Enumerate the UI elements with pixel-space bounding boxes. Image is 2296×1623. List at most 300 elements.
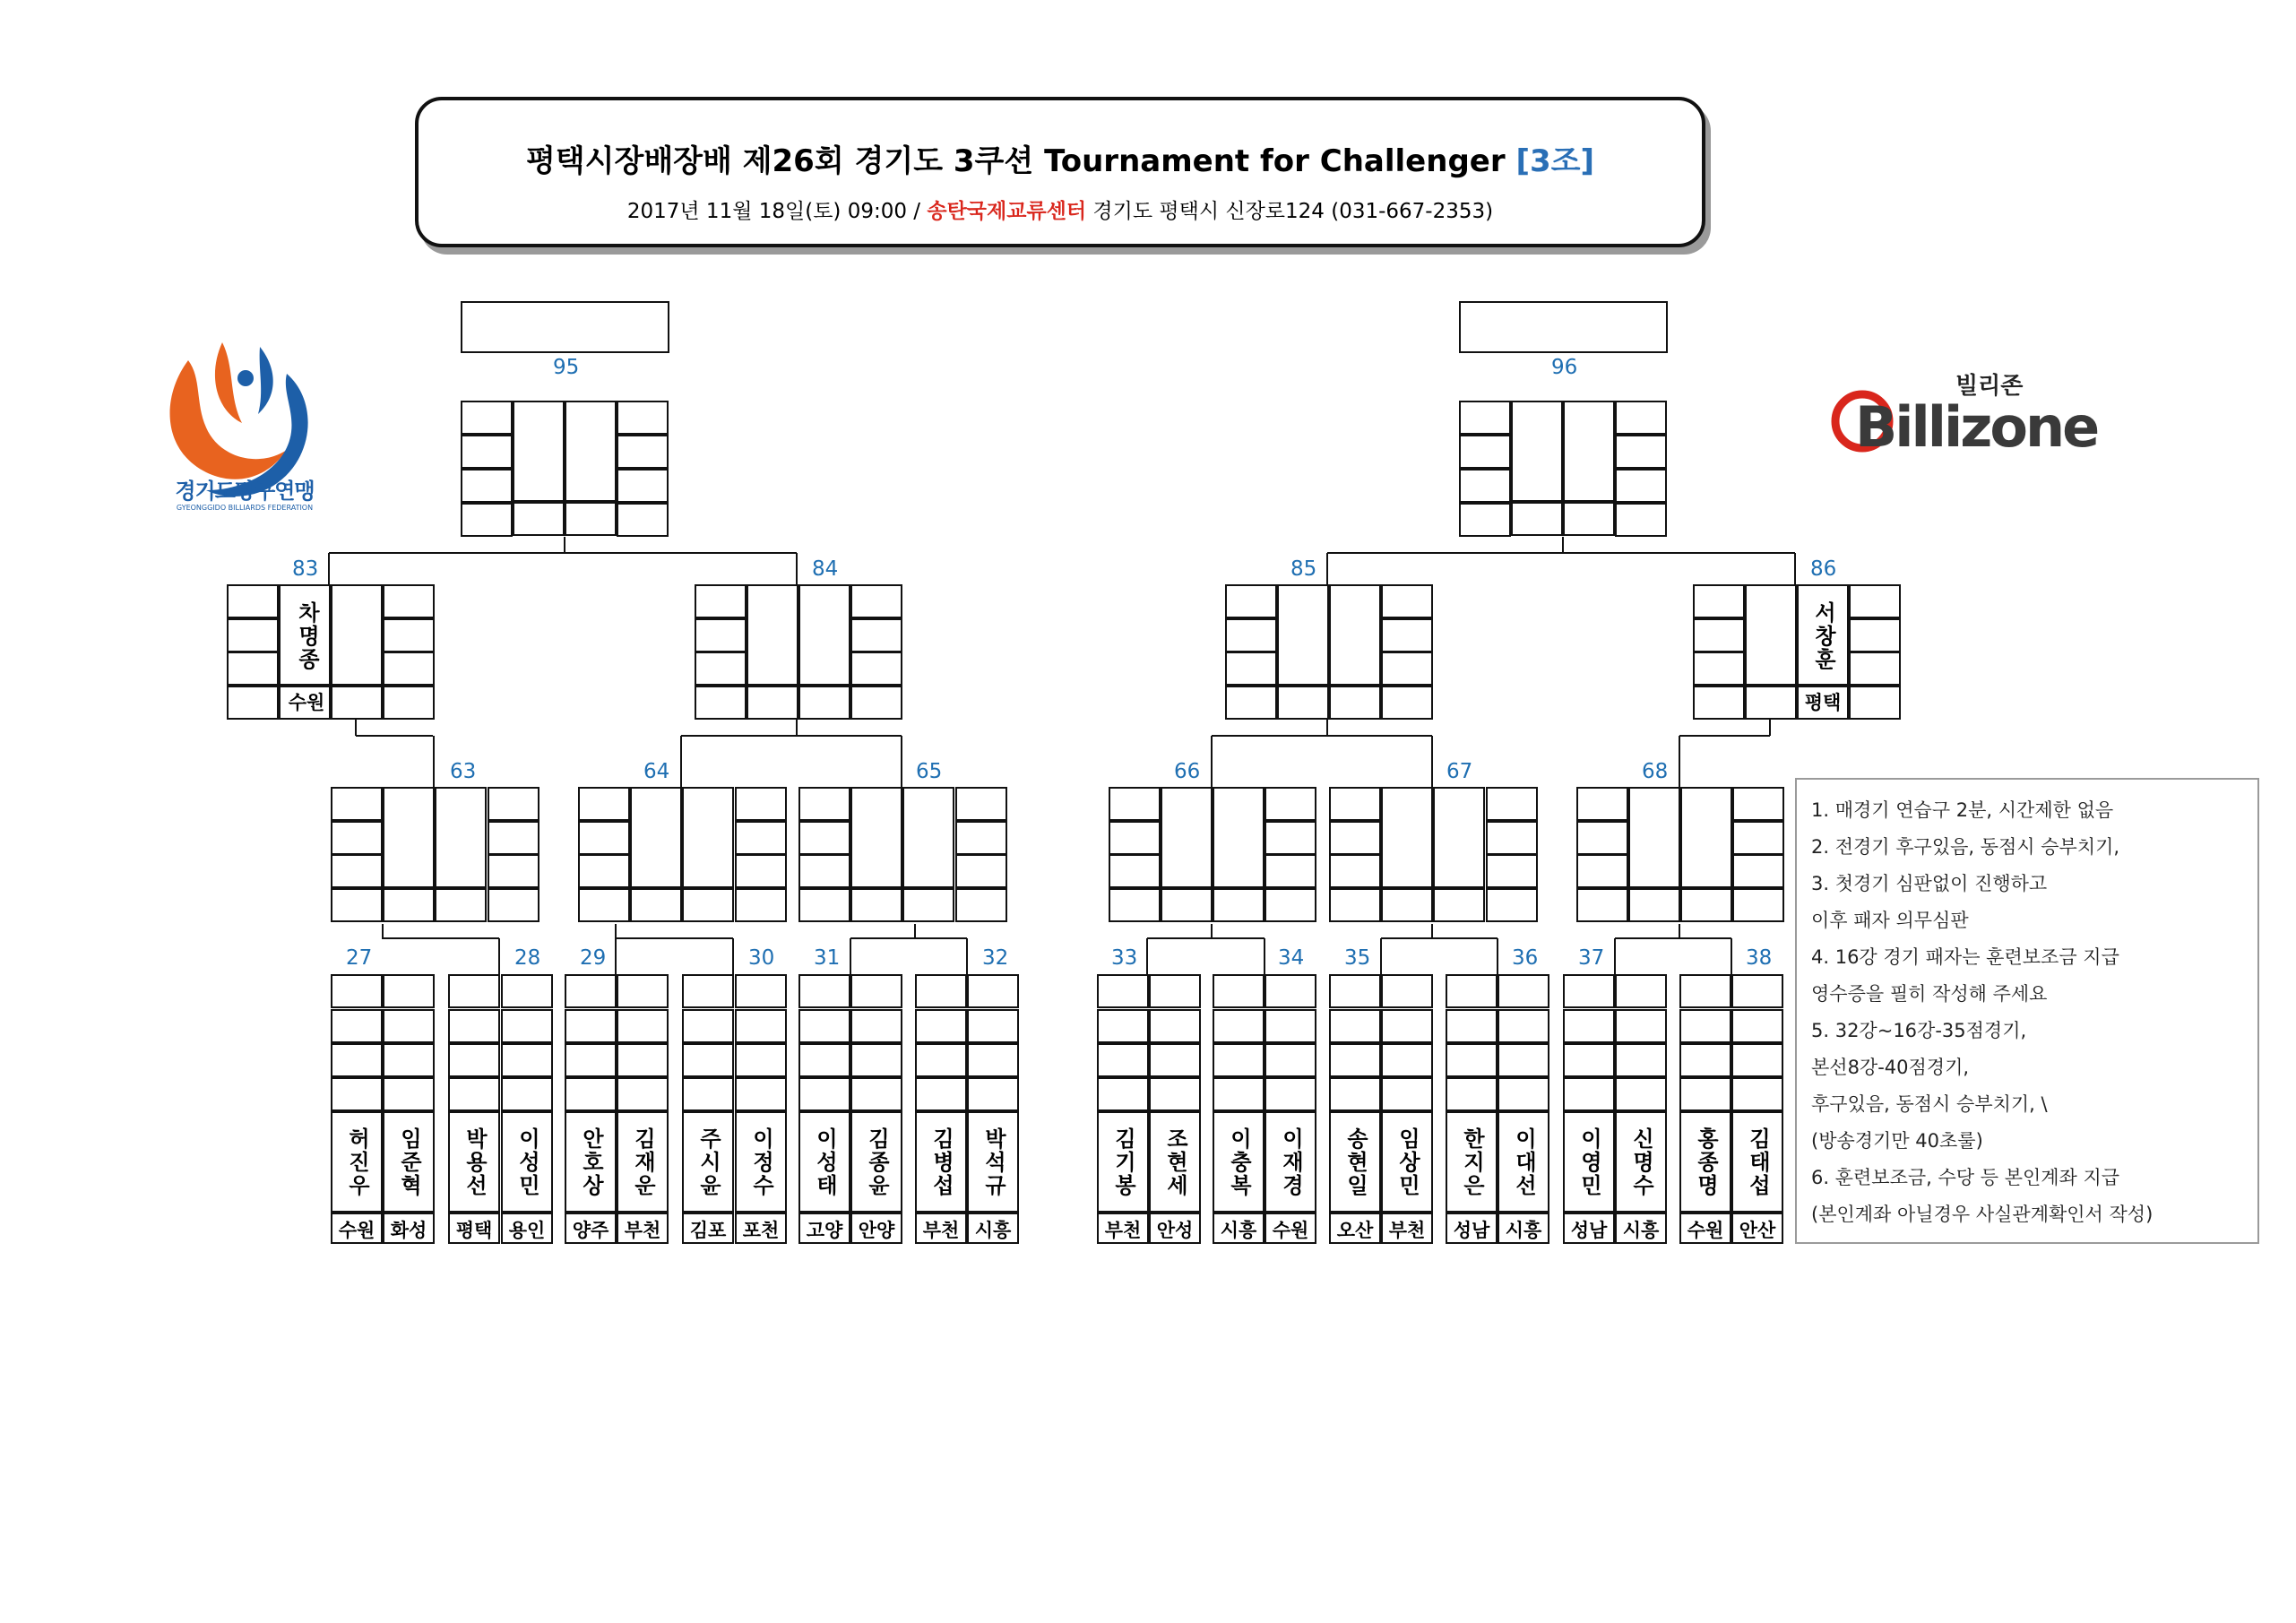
region-slot: [513, 502, 565, 536]
score-cell: [1459, 435, 1511, 469]
score-cell: [1563, 1009, 1615, 1043]
player-name: 주시윤: [695, 1127, 721, 1197]
score-cell: [1329, 1077, 1381, 1111]
score-cell: [850, 584, 902, 618]
score-cell: [735, 974, 787, 1008]
score-cell: [617, 1077, 669, 1111]
score-cell: [1149, 1043, 1201, 1077]
score-cell: [798, 1043, 850, 1077]
match-number: 66: [1174, 760, 1201, 783]
score-cell: [850, 974, 902, 1008]
score-cell: [1381, 1043, 1433, 1077]
score-cell: [331, 888, 383, 922]
score-cell: [915, 1077, 967, 1111]
score-cell: [617, 1043, 669, 1077]
connector-line: [383, 937, 499, 939]
score-cell: [448, 1077, 500, 1111]
page-title: [419, 136, 1702, 180]
score-cell: [461, 435, 513, 469]
rule-note: 후구있음, 동점시 승부치기, \: [1811, 1093, 2048, 1115]
score-cell: [1265, 854, 1316, 888]
connector-line: [1212, 735, 1432, 737]
rule-note: (방송경기만 40초룰): [1811, 1130, 1983, 1152]
rule-note: (본인계좌 아닐경우 사실관계확인서 작성): [1811, 1204, 2154, 1225]
score-cell: [1576, 854, 1628, 888]
score-cell: [1097, 1077, 1149, 1111]
player-slot: [747, 584, 798, 686]
rule-note: 2. 전경기 후구있음, 동점시 승부치기,: [1811, 836, 2120, 858]
score-cell: [383, 1009, 435, 1043]
connector-line: [1264, 938, 1265, 974]
score-cell: [1381, 686, 1433, 720]
score-cell: [1109, 888, 1161, 922]
score-cell: [461, 503, 513, 537]
score-cell: [448, 1009, 500, 1043]
region-slot: [1433, 888, 1485, 922]
connector-line: [1679, 735, 1770, 737]
score-cell: [682, 1077, 734, 1111]
connector-line: [615, 938, 617, 974]
player-region: 평택: [455, 1220, 493, 1241]
score-cell: [1149, 974, 1201, 1008]
score-cell: [1381, 1009, 1433, 1043]
connector-line: [1614, 938, 1616, 974]
score-cell: [1731, 1077, 1783, 1111]
score-cell: [331, 974, 383, 1008]
player-region: 시흥: [1505, 1220, 1542, 1241]
rule-note: 5. 32강~16강-35점경기,: [1811, 1020, 2027, 1041]
match-number: 63: [450, 760, 477, 783]
player-name: 박석규: [980, 1127, 1006, 1197]
score-cell: [488, 787, 539, 821]
region-slot: [747, 686, 798, 720]
score-cell: [1265, 787, 1316, 821]
score-cell: [798, 821, 850, 855]
score-cell: [1329, 821, 1381, 855]
final-name-box: [461, 301, 669, 353]
score-cell: [1576, 821, 1628, 855]
score-cell: [1265, 1077, 1316, 1111]
score-cell: [1225, 618, 1277, 652]
player-slot: [850, 787, 902, 888]
match-number: 31: [814, 946, 841, 970]
score-cell: [617, 1009, 669, 1043]
score-cell: [461, 401, 513, 435]
score-cell: [383, 1077, 435, 1111]
region-slot: [1213, 888, 1265, 922]
score-cell: [1265, 1009, 1316, 1043]
connector-line: [498, 938, 500, 974]
player-slot: [1511, 401, 1563, 502]
score-cell: [1381, 1077, 1433, 1111]
score-cell: [1731, 974, 1783, 1008]
score-cell: [1213, 1077, 1265, 1111]
sponsor-korean-name: 빌리존: [1955, 373, 2024, 400]
region-slot: [1745, 686, 1797, 720]
score-cell: [1732, 854, 1784, 888]
connector-line: [732, 938, 734, 974]
score-cell: [1679, 1043, 1731, 1077]
score-cell: [1446, 974, 1498, 1008]
score-cell: [383, 686, 435, 720]
player-slot: [1433, 787, 1485, 888]
rule-note: 본선8강-40점경기,: [1811, 1057, 1970, 1078]
connector-line: [616, 937, 733, 939]
score-cell: [227, 652, 279, 686]
connector-line: [1497, 938, 1498, 974]
match-number: 37: [1578, 946, 1605, 970]
score-cell: [1498, 974, 1549, 1008]
score-cell: [1213, 1009, 1265, 1043]
connector-line: [1731, 938, 1732, 974]
score-cell: [1486, 787, 1538, 821]
score-cell: [1849, 686, 1901, 720]
score-cell: [331, 821, 383, 855]
player-region: 고양: [806, 1220, 843, 1241]
connector-line: [1381, 937, 1498, 939]
rule-note: 3. 첫경기 심판없이 진행하고: [1811, 873, 2048, 894]
score-cell: [578, 854, 630, 888]
match-number: 64: [643, 760, 670, 783]
region-slot: [1680, 888, 1732, 922]
player-slot: [513, 401, 565, 502]
connector-line: [355, 720, 357, 736]
score-cell: [1576, 888, 1628, 922]
score-cell: [488, 888, 539, 922]
score-cell: [578, 888, 630, 922]
venue-address: 경기도 평택시 신장로124 (031-667-2353): [1092, 200, 1494, 223]
score-cell: [331, 854, 383, 888]
region-slot: [1277, 686, 1329, 720]
score-cell: [1563, 1077, 1615, 1111]
player-name: 임준혁: [396, 1127, 422, 1197]
score-cell: [798, 854, 850, 888]
score-cell: [501, 1077, 553, 1111]
score-cell: [488, 854, 539, 888]
score-cell: [1381, 618, 1433, 652]
score-cell: [915, 1043, 967, 1077]
player-name: 이정수: [748, 1127, 774, 1197]
score-cell: [1849, 618, 1901, 652]
player-region: 성남: [1570, 1220, 1608, 1241]
region-slot: [1329, 686, 1381, 720]
player-region: 성남: [1453, 1220, 1490, 1241]
player-region: 안양: [858, 1220, 895, 1241]
connector-line: [850, 937, 967, 939]
match-number: 34: [1278, 946, 1305, 970]
connector-line: [850, 938, 851, 974]
player-slot: [1329, 584, 1381, 686]
region-slot: [902, 888, 954, 922]
score-cell: [227, 686, 279, 720]
score-cell: [735, 1043, 787, 1077]
match-number: 67: [1446, 760, 1473, 783]
event-date: 2017년 11월 18일(토) 09:00 /: [626, 200, 921, 223]
score-cell: [1693, 652, 1745, 686]
sponsor-wordmark: Billizone: [1855, 394, 2098, 460]
player-region: 수원: [1272, 1220, 1309, 1241]
player-region: 부천: [624, 1220, 661, 1241]
connector-line: [1679, 736, 1680, 787]
score-cell: [798, 974, 850, 1008]
score-cell: [1446, 1009, 1498, 1043]
score-cell: [1329, 974, 1381, 1008]
score-cell: [448, 974, 500, 1008]
score-cell: [227, 584, 279, 618]
connector-line: [356, 735, 433, 737]
score-cell: [1731, 1009, 1783, 1043]
player-name: 이대선: [1511, 1127, 1537, 1197]
score-cell: [682, 1043, 734, 1077]
connector-line: [1327, 552, 1795, 554]
group-label: [3조]: [1515, 143, 1595, 179]
score-cell: [955, 854, 1007, 888]
score-cell: [1615, 1043, 1667, 1077]
score-cell: [1329, 888, 1381, 922]
score-cell: [915, 1009, 967, 1043]
score-cell: [1615, 435, 1667, 469]
score-cell: [682, 974, 734, 1008]
score-cell: [1446, 1077, 1498, 1111]
player-name: 김기봉: [1110, 1127, 1136, 1197]
player-name: 허진우: [344, 1127, 370, 1197]
connector-line: [1769, 720, 1771, 736]
score-cell: [1498, 1077, 1549, 1111]
score-cell: [1149, 1009, 1201, 1043]
score-cell: [695, 652, 747, 686]
event-info: [419, 194, 1702, 224]
score-cell: [383, 618, 435, 652]
match-number: 38: [1746, 946, 1773, 970]
connector-line: [329, 552, 797, 554]
score-cell: [1225, 584, 1277, 618]
title-text: 평택시장배장배 제26회 경기도 3쿠션 Tournament for Challenger: [525, 143, 1506, 179]
player-slot: [1745, 584, 1797, 686]
match-number: 96: [1551, 356, 1578, 379]
player-name: 이성민: [514, 1127, 540, 1197]
score-cell: [1679, 1077, 1731, 1111]
match-number: 95: [553, 356, 580, 379]
score-cell: [565, 1043, 617, 1077]
score-cell: [1693, 686, 1745, 720]
score-cell: [461, 469, 513, 503]
score-cell: [501, 1043, 553, 1077]
score-cell: [578, 787, 630, 821]
region-slot: [383, 888, 435, 922]
score-cell: [1329, 854, 1381, 888]
rule-note: 6. 훈련보조금, 수당 등 본인계좌 지급: [1811, 1167, 2120, 1188]
player-name: 안호상: [578, 1127, 604, 1197]
player-slot: [1277, 584, 1329, 686]
score-cell: [1459, 401, 1511, 435]
score-cell: [1615, 503, 1667, 537]
player-slot: [902, 787, 954, 888]
player-slot: [331, 584, 383, 686]
score-cell: [565, 974, 617, 1008]
player-region: 포천: [742, 1220, 780, 1241]
score-cell: [735, 787, 787, 821]
score-cell: [1329, 1043, 1381, 1077]
score-cell: [1381, 652, 1433, 686]
score-cell: [1381, 584, 1433, 618]
score-cell: [850, 652, 902, 686]
score-cell: [967, 1043, 1019, 1077]
player-name: 김병섭: [928, 1127, 954, 1197]
score-cell: [227, 618, 279, 652]
score-cell: [1109, 787, 1161, 821]
player-slot: [383, 787, 435, 888]
rule-note: 4. 16강 경기 패자는 훈련보조금 지급: [1811, 946, 2119, 968]
score-cell: [695, 584, 747, 618]
connector-line: [901, 736, 902, 787]
player-region: 부천: [922, 1220, 960, 1241]
region-slot: [435, 888, 487, 922]
region-slot: [331, 686, 383, 720]
rule-note: 1. 매경기 연습구 2분, 시간제한 없음: [1811, 799, 2114, 821]
player-slot: [682, 787, 734, 888]
rule-note: 영수증을 필히 작성해 주세요: [1811, 983, 2048, 1005]
match-number: 83: [292, 557, 319, 581]
player-region: 화성: [390, 1220, 427, 1241]
score-cell: [565, 1077, 617, 1111]
score-cell: [1459, 503, 1511, 537]
score-cell: [1109, 821, 1161, 855]
region-slot: [1628, 888, 1680, 922]
player-name: 서창훈: [1810, 601, 1836, 671]
player-name: 조현세: [1162, 1127, 1188, 1197]
score-cell: [1849, 652, 1901, 686]
connector-line: [1794, 553, 1796, 584]
player-slot: [1563, 401, 1615, 502]
score-cell: [967, 1009, 1019, 1043]
region-slot: [1381, 888, 1433, 922]
player-name: 차명종: [294, 601, 320, 671]
region-slot: [565, 502, 617, 536]
score-cell: [798, 787, 850, 821]
region-slot: [630, 888, 682, 922]
score-cell: [331, 1043, 383, 1077]
score-cell: [1459, 469, 1511, 503]
score-cell: [383, 974, 435, 1008]
score-cell: [955, 787, 1007, 821]
player-name: 김재운: [630, 1127, 656, 1197]
match-number: 85: [1290, 557, 1317, 581]
score-cell: [1486, 854, 1538, 888]
player-slot: [798, 584, 850, 686]
player-name: 박용선: [462, 1127, 488, 1197]
score-cell: [578, 821, 630, 855]
score-cell: [1693, 618, 1745, 652]
score-cell: [682, 1009, 734, 1043]
score-cell: [1225, 652, 1277, 686]
connector-line: [1431, 736, 1433, 787]
match-number: 27: [346, 946, 373, 970]
player-region: 용인: [508, 1220, 546, 1241]
player-region: 수원: [1687, 1220, 1724, 1241]
score-cell: [1213, 974, 1265, 1008]
score-cell: [850, 1077, 902, 1111]
player-region: 안성: [1156, 1220, 1194, 1241]
connector-line: [681, 735, 902, 737]
score-cell: [967, 974, 1019, 1008]
score-cell: [1732, 821, 1784, 855]
score-cell: [1225, 686, 1277, 720]
score-cell: [850, 1009, 902, 1043]
player-slot: [435, 787, 487, 888]
region-slot: [850, 888, 902, 922]
match-number: 33: [1111, 946, 1138, 970]
player-name: 홍종명: [1693, 1127, 1719, 1197]
score-cell: [383, 1043, 435, 1077]
player-region: 김포: [689, 1220, 727, 1241]
match-number: 36: [1512, 946, 1539, 970]
player-name: 이재경: [1278, 1127, 1304, 1197]
score-cell: [383, 652, 435, 686]
player-slot: [1213, 787, 1265, 888]
score-cell: [735, 1009, 787, 1043]
score-cell: [383, 584, 435, 618]
score-cell: [1732, 787, 1784, 821]
player-region: 부천: [1388, 1220, 1426, 1241]
connector-line: [1211, 736, 1213, 787]
player-region: 시흥: [1622, 1220, 1660, 1241]
player-region: 시흥: [1220, 1220, 1257, 1241]
match-number: 32: [982, 946, 1009, 970]
score-cell: [1615, 1077, 1667, 1111]
score-cell: [850, 618, 902, 652]
score-cell: [1213, 1043, 1265, 1077]
match-number: 84: [812, 557, 839, 581]
score-cell: [955, 888, 1007, 922]
final-name-box: [1459, 301, 1668, 353]
player-region: 안산: [1739, 1220, 1776, 1241]
score-cell: [1109, 854, 1161, 888]
score-cell: [1381, 974, 1433, 1008]
score-cell: [1486, 888, 1538, 922]
player-name: 이성태: [812, 1127, 838, 1197]
score-cell: [695, 686, 747, 720]
score-cell: [1615, 469, 1667, 503]
score-cell: [1693, 584, 1745, 618]
score-cell: [1265, 888, 1316, 922]
player-name: 김종윤: [864, 1127, 890, 1197]
player-slot: [630, 787, 682, 888]
connector-line: [966, 938, 968, 974]
player-name: 한지은: [1459, 1127, 1485, 1197]
region-slot: [1511, 502, 1563, 536]
score-cell: [967, 1077, 1019, 1111]
match-number: 86: [1810, 557, 1837, 581]
score-cell: [1329, 787, 1381, 821]
player-slot: [565, 401, 617, 502]
score-cell: [1097, 1009, 1149, 1043]
score-cell: [1849, 584, 1901, 618]
score-cell: [617, 435, 669, 469]
connector-line: [796, 553, 798, 584]
score-cell: [1149, 1077, 1201, 1111]
player-region: 부천: [1104, 1220, 1142, 1241]
score-cell: [1615, 974, 1667, 1008]
score-cell: [501, 974, 553, 1008]
match-number: 29: [580, 946, 607, 970]
score-cell: [735, 1077, 787, 1111]
score-cell: [1329, 1009, 1381, 1043]
region-slot: [1563, 502, 1615, 536]
connector-line: [1562, 537, 1564, 553]
score-cell: [850, 686, 902, 720]
connector-line: [1326, 720, 1328, 736]
score-cell: [488, 821, 539, 855]
